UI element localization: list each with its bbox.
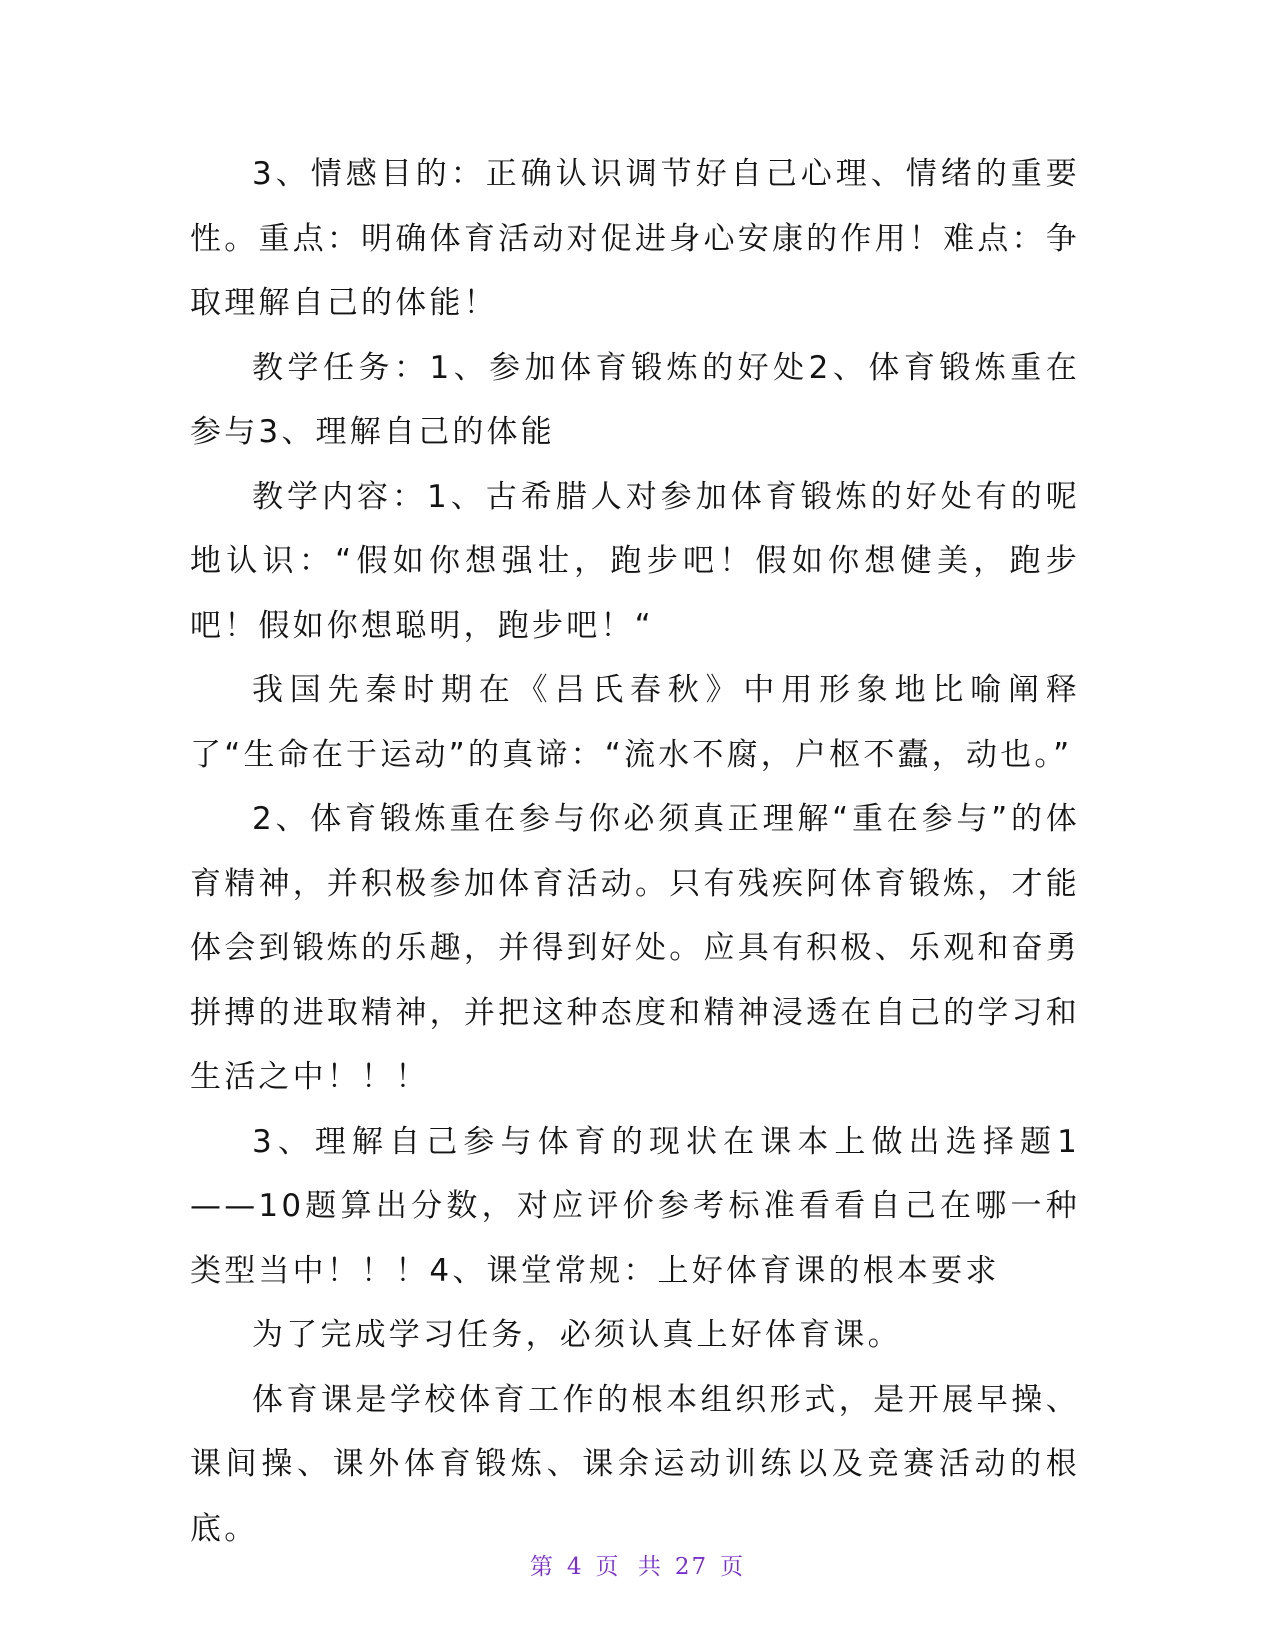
paragraph-teaching-content: 教学内容：1、古希腊人对参加体育锻炼的好处有的呢地认识：“假如你想强壮，跑步吧！假如你想健美，跑步吧！假如你想聪明，跑步吧！“ <box>190 478 1080 644</box>
paragraph-learning-task: 为了完成学习任务，必须认真上好体育课。 <box>252 1317 902 1353</box>
paragraph-emotional-goal: 3、情感目的：正确认识调节好自己心理、情绪的重要性。重点：明确体育活动对促进身心安康的作用！难点：争取理解自己的体能！ <box>190 156 1080 321</box>
paragraph-self-assessment: 3、理解自己参与体育的现状在课本上做出选择题1——10题算出分数，对应评价参考标准看看自己在哪一种类型当中！！！4、课堂常规：上好体育课的根本要求 <box>190 1123 1080 1289</box>
paragraph-pe-class: 体育课是学校体育工作的根本组织形式，是开展早操、课间操、课外体育锻炼、课余运动训练以及竞赛活动的根底。 <box>190 1381 1080 1547</box>
paragraph-lvshi-chunqiu: 我国先秦时期在《吕氏春秋》中用形象地比喻阐释了“生命在于运动”的真谛：“流水不腐，户枢不蠹，动也。” <box>190 672 1080 773</box>
footer-suffix: 页 <box>720 1554 746 1580</box>
page-number-footer <box>0 1548 1275 1581</box>
paragraph-participation: 2、体育锻炼重在参与你必须真正理解“重在参与”的体育精神，并积极参加体育活动。只有残疾阿体育锻炼，才能体会到锻炼的乐趣，并得到好处。应具有积极、乐观和奋勇拼搏的进取精神，并把这种态度和精神浸透在自己的学习和生活之中！！！ <box>190 801 1080 1095</box>
paragraph-teaching-tasks: 教学任务：1、参加体育锻炼的好处2、体育锻炼重在参与3、理解自己的体能 <box>190 349 1080 450</box>
footer-total-pages: 27 <box>674 1554 709 1580</box>
body-text <box>190 142 1080 1561</box>
footer-current-page: 4 <box>566 1554 584 1580</box>
footer-middle: 页 共 <box>595 1554 663 1580</box>
footer-prefix: 第 <box>529 1554 555 1580</box>
